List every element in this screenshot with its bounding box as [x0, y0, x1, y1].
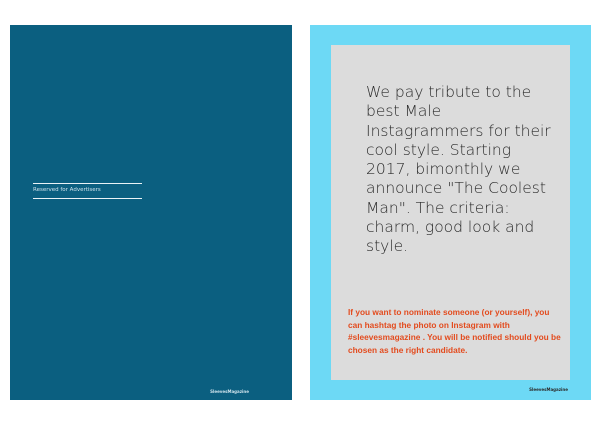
tribute-paragraph: We pay tribute to the best Male Instagrammers for their cool style. Starting 2017, bimonthly we announce "The Coolest Man". The criteria: charm, good look and style. [366, 83, 551, 256]
ad-bottom-rule [33, 198, 142, 199]
left-page [10, 25, 292, 400]
advertiser-placeholder-label: Reserved for Advertisers [33, 187, 101, 193]
content-card [331, 45, 570, 380]
right-page [310, 25, 591, 400]
left-page-footer: SleevesMagazine [210, 389, 249, 394]
ad-top-rule [33, 183, 142, 184]
right-page-footer: SleevesMagazine [529, 387, 568, 392]
nomination-note: If you want to nominate someone (or yourself), you can hashtag the photo on Instagram with #sleevesmagazine . You will be notified should you be chosen as the right candidate. [348, 307, 561, 355]
